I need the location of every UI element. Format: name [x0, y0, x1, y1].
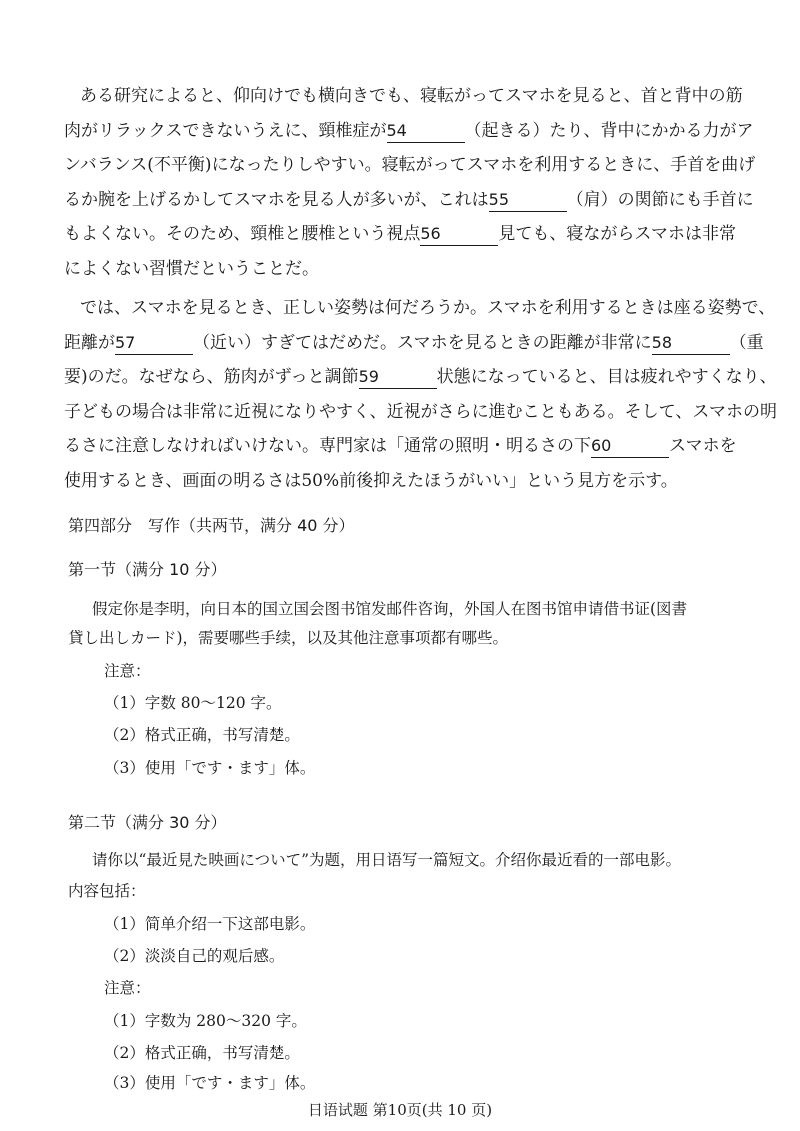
text-segment: 子どもの場合は非常に近視になりやすく、近視がさらに進むこともある。そして、スマホの明: [64, 401, 777, 422]
text-line: [0, 360, 777, 395]
text-segment: （起きる）たり、背中にかかる力がア: [464, 120, 754, 141]
text-segment: （近い）すぎてはだめだ。スマホを見るときの距離が非常に: [193, 332, 652, 353]
text-line: [0, 79, 743, 114]
text-line: [0, 395, 777, 430]
text-segment: ンバランス(不平衡)になったりしやすい。寝転がってスマホを利用するときに、手首を曲げ: [64, 155, 756, 175]
text-line: [0, 326, 764, 361]
text-line: [0, 148, 756, 183]
reading-paragraph-2: [0, 291, 800, 498]
text-line: [0, 252, 364, 287]
answer-blank: 54: [387, 120, 465, 143]
text-line: [0, 183, 754, 218]
section1-prompt-line2: 貸し出しカード)，需要哪些手续，以及其他注意事项都有哪些。: [68, 629, 509, 647]
text-segment: によくない習慣だということだ。: [64, 258, 319, 279]
page-footer: 日语试题 第10页(共 10 页): [307, 1101, 493, 1119]
answer-blank: 57: [115, 332, 193, 355]
text-segment: 距離が: [64, 332, 115, 353]
text-segment: 見ても、寝ながらスマホは非常: [498, 224, 736, 244]
text-segment: るさに注意しなければいけない。専門家は「通常の照明・明るさの下: [64, 436, 591, 456]
text-line: [0, 429, 737, 464]
section2-note-item: （3）使用「です・ます」体。: [104, 1074, 316, 1092]
reading-paragraph-1: [0, 79, 800, 286]
text-segment: 肉がリラックスできないうえに、頸椎症が: [64, 120, 387, 141]
section2-title: 第二节（满分 30 分）: [68, 813, 227, 832]
text-segment: るか腕を上げるかしてスマホを見る人が多いが、これは: [64, 189, 489, 210]
text-segment: もよくない。そのため、頸椎と腰椎という視点: [64, 224, 421, 244]
text-line: [0, 464, 678, 499]
section2-prompt-line1: 请你以“最近見た映画について”为题，用日语写一篇短文。介绍你最近看的一部电影。: [92, 851, 682, 869]
text-segment: 使用するとき、画面の明るさは50%前後抑えたほうがいい」という見方を示す。: [64, 470, 678, 491]
section1-notes-label: 注意：: [104, 662, 151, 680]
text-line: [0, 291, 776, 326]
section1-note-item: （1）字数 80～120 字。: [104, 694, 282, 712]
section2-note-item: （1）字数为 280～320 字。: [104, 1012, 307, 1030]
section2-content-label: 内容包括：: [68, 882, 146, 900]
section1-prompt-line1: 假定你是李明，向日本的国立国会图书馆发邮件咨询，外国人在图书馆申请借书证(図書: [92, 600, 688, 618]
section2-content-item: （1）简单介绍一下这部电影。: [104, 915, 316, 933]
section1-note-item: （2）格式正确，书写清楚。: [104, 726, 300, 744]
text-segment: スマホを: [669, 436, 737, 456]
text-line: [0, 217, 734, 252]
text-segment: 状態になっていると、目は疲れやすくなり、: [436, 367, 777, 387]
answer-blank: 59: [359, 366, 437, 389]
text-segment: では、スマホを見るとき、正しい姿勢は何だろうか。スマホを利用するときは座る姿勢で、: [80, 298, 776, 318]
text-segment: ある研究によると、仰向けでも横向きでも、寝転がってスマホを見ると、首と背中の筋: [80, 86, 743, 106]
section1-title: 第一节（满分 10 分）: [68, 560, 227, 579]
text-segment: 要)のだ。なぜなら、筋肉がずっと調節: [64, 367, 359, 387]
answer-blank: 60: [591, 435, 669, 458]
part4-title: 第四部分 写作（共两节，满分 40 分）: [68, 516, 355, 535]
answer-blank: 55: [489, 189, 567, 212]
section1-note-item: （3）使用「です・ます」体。: [104, 759, 316, 777]
answer-blank: 58: [652, 332, 730, 355]
text-segment: （肩）の関節にも手首に: [566, 189, 754, 210]
text-segment: （重: [729, 332, 764, 353]
text-line: [0, 114, 754, 149]
answer-blank: 56: [420, 223, 498, 246]
section2-note-item: （2）格式正确，书写清楚。: [104, 1044, 300, 1062]
section2-notes-label: 注意：: [104, 979, 151, 997]
section2-content-item: （2）淡淡自己的观后感。: [104, 947, 285, 965]
